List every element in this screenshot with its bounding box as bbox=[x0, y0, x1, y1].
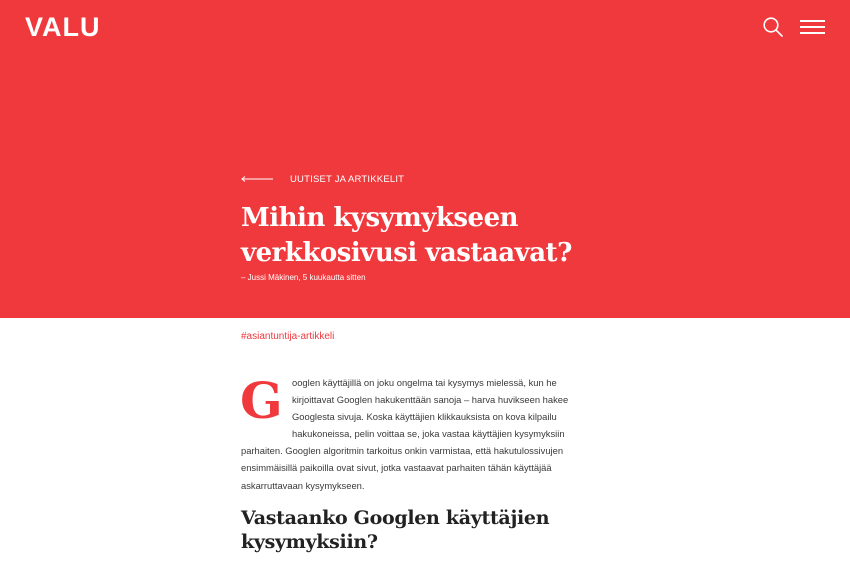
intro-paragraph bbox=[240, 371, 611, 494]
article-title: Mihin kysymykseen verkkosivusi vastaavat? bbox=[241, 203, 572, 268]
section-heading: Vastaanko Googlen käyttäjien kysymyksiin? bbox=[241, 507, 550, 553]
menu-bar bbox=[800, 20, 825, 22]
menu-bar bbox=[800, 32, 825, 34]
article-tag-link[interactable]: #asiantuntija-artikkeli bbox=[241, 331, 335, 342]
paragraph-line: askarruttavaan kysymykseen. bbox=[241, 479, 365, 491]
paragraph-line: Googlesta sivuja. Koska käyttäjien klikkauksista on kova kilpailu bbox=[292, 411, 557, 423]
category-label: UUTISET JA ARTIKKELIT bbox=[290, 173, 405, 185]
paragraph-line: kirjoittavat Googlen hakukenttään sanoja – harva huvikseen hakee bbox=[292, 394, 569, 406]
search-icon[interactable] bbox=[762, 16, 784, 38]
paragraph-line: hakukoneissa, pelin voittaa se, joka vastaa käyttäjien kysymyksiin bbox=[292, 428, 565, 440]
paragraph-line: ooglen käyttäjillä on joku ongelma tai kysymys mielessä, kun he bbox=[292, 377, 557, 388]
drop-cap: G bbox=[240, 371, 283, 430]
arrow-left-icon bbox=[241, 174, 274, 184]
hamburger-menu-icon[interactable] bbox=[800, 18, 826, 36]
site-logo[interactable]: VALU bbox=[25, 12, 101, 42]
paragraph-line: parhaiten. Googlen algoritmin tarkoitus onkin varmistaa, että hakutulossivujen bbox=[241, 445, 564, 457]
menu-bar bbox=[800, 26, 825, 28]
article-byline: – Jussi Mäkinen, 5 kuukautta sitten bbox=[241, 273, 366, 282]
category-back-link[interactable] bbox=[241, 172, 404, 186]
paragraph-line: ensimmäisillä paikoilla ovat sivut, jotka vastaavat parhaiten tähän käyttäjää bbox=[241, 462, 552, 474]
